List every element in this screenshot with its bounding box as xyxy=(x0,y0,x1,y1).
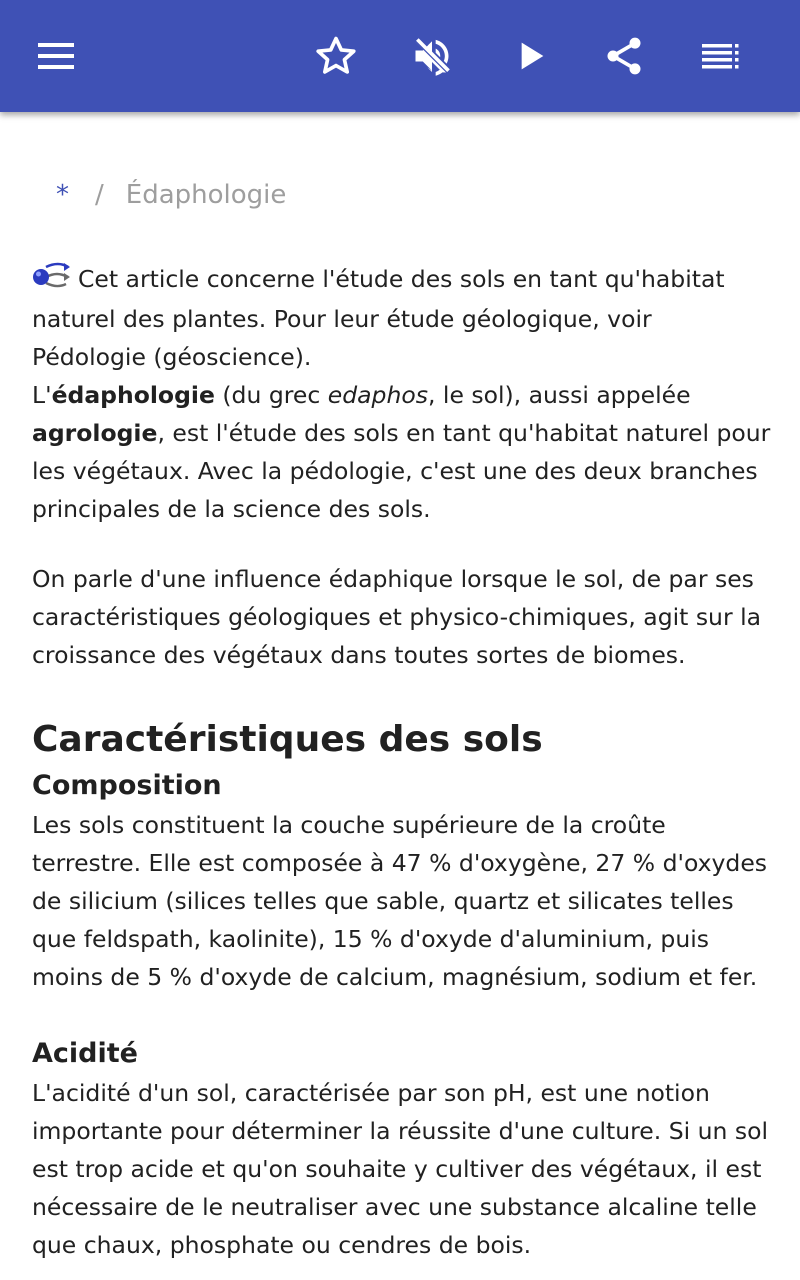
share-icon xyxy=(602,34,646,78)
term-edaphos: edaphos xyxy=(327,381,428,409)
breadcrumb-current: Édaphologie xyxy=(125,180,287,210)
hatnote-text: Cet article concerne l'étude des sols en tant qu'habitat naturel des plantes. Pour leur étude géologique, voir Pédologie (géoscience). xyxy=(32,265,725,371)
menu-button[interactable] xyxy=(20,20,92,92)
intro-paragraph xyxy=(32,376,772,528)
influence-paragraph: On parle d'une influence édaphique lorsque le sol, de par ses caractéristiques géologiques et physico-chimiques, agit sur la croissance des végétaux dans toutes sortes de biomes. xyxy=(32,565,762,669)
breadcrumb-separator: / xyxy=(95,180,104,210)
mute-button[interactable] xyxy=(396,20,468,92)
intro-text-4: , est l'étude des sols en tant qu'habitat naturel pour les végétaux. Avec la pédologie, c'est une des deux branches principales de la science des sols. xyxy=(32,419,771,523)
favorite-button[interactable] xyxy=(300,20,372,92)
term-edaphologie: édaphologie xyxy=(51,381,215,409)
breadcrumb-home-link[interactable]: * xyxy=(56,180,69,210)
spacer xyxy=(32,996,772,1034)
menu-icon xyxy=(36,36,76,76)
subsection-heading-composition: Composition xyxy=(32,770,222,801)
intro-text-1: L' xyxy=(32,381,52,409)
table-of-contents-button[interactable] xyxy=(684,20,756,92)
disambiguation-icon xyxy=(32,261,72,300)
volume-off-icon xyxy=(410,34,454,78)
share-button[interactable] xyxy=(588,20,660,92)
intro-text-3: , le sol), aussi appelée xyxy=(427,381,691,409)
content-area xyxy=(0,112,800,1280)
hatnote xyxy=(32,260,772,376)
composition-paragraph: Les sols constituent la couche supérieure de la croûte terrestre. Elle est composée à 47 % d'oxygène, 27 % d'oxydes de silicium (silices telles que sable, quartz et silicates telles que feldspath, kaolinite), 15 % d'oxyde d'aluminium, puis moins de 5 % d'oxyde de calcium, magnésium, sodium et fer. xyxy=(32,811,768,991)
star-icon xyxy=(314,34,358,78)
subsection-heading-acidite: Acidité xyxy=(32,1038,138,1069)
section-heading: Caractéristiques des sols xyxy=(32,719,543,760)
play-icon xyxy=(510,36,550,76)
play-button[interactable] xyxy=(494,20,566,92)
breadcrumb xyxy=(56,180,286,210)
app-bar xyxy=(0,0,800,112)
spacer xyxy=(32,528,772,560)
spacer xyxy=(32,674,772,714)
intro-text-2: (du grec xyxy=(214,381,328,409)
term-agrologie: agrologie xyxy=(32,419,158,447)
acidite-paragraph: L'acidité d'un sol, caractérisée par son pH, est une notion importante pour déterminer la réussite d'une culture. Si un sol est trop acide et qu'on souhaite y cultiver des végétaux, il est nécessaire de le neutraliser avec une substance alcaline telle que chaux, phosphate ou cendres de bois. xyxy=(32,1079,769,1259)
toc-icon xyxy=(700,36,740,76)
article-body xyxy=(32,260,772,1264)
